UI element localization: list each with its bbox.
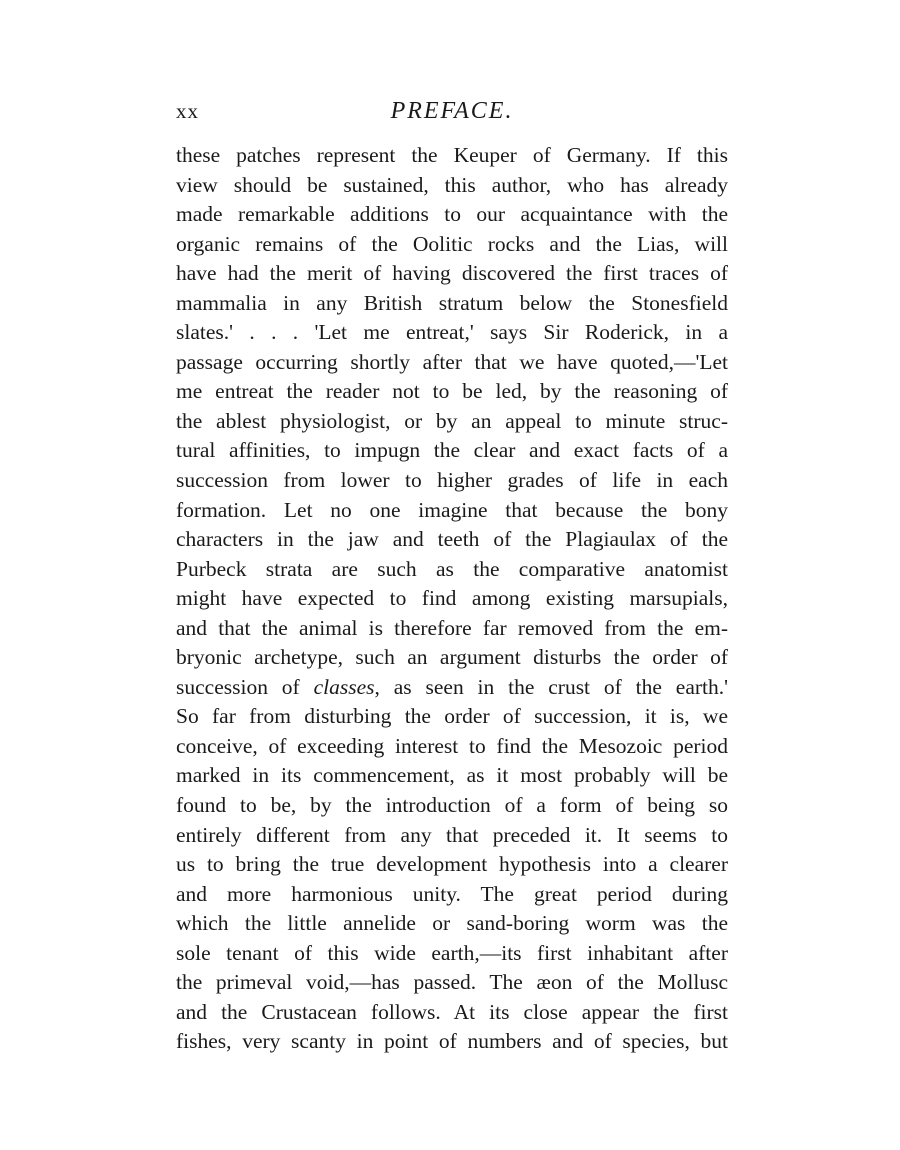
italic-word: classes bbox=[313, 674, 375, 699]
running-head bbox=[176, 96, 728, 126]
text-segment: , as seen in the crust of the earth.' bbox=[374, 674, 728, 699]
text-line: marked in its commencement, as it most probably will be bbox=[176, 763, 728, 788]
text-line: formation. Let no one imagine that because the bony bbox=[176, 497, 728, 522]
text-line: conceive, of exceeding interest to find the Mesozoic period bbox=[176, 733, 728, 758]
text-line: bryonic archetype, such an argument disturbs the order of bbox=[176, 645, 728, 670]
text-line: might have expected to find among existing marsupials, bbox=[176, 586, 728, 611]
text-line: tural affinities, to impugn the clear and exact facts of a bbox=[176, 438, 728, 463]
text-line: the primeval void,—has passed. The æon of the Mollusc bbox=[176, 970, 728, 995]
running-title: PREFACE. bbox=[390, 98, 514, 124]
text-line: us to bring the true development hypothesis into a clearer bbox=[176, 852, 728, 877]
text-line: So far from disturbing the order of succession, it is, we bbox=[176, 704, 728, 729]
text-line: made remarkable additions to our acquaintance with the bbox=[176, 202, 728, 227]
text-segment: succession of bbox=[176, 674, 314, 699]
text-line: me entreat the reader not to be led, by the reasoning of bbox=[176, 379, 728, 404]
text-line: found to be, by the introduction of a form of being so bbox=[176, 793, 728, 818]
text-line: which the little annelide or sand-boring worm was the bbox=[176, 911, 728, 936]
text-line: mammalia in any British stratum below the Stonesfield bbox=[176, 290, 728, 315]
text-line: have had the merit of having discovered the first traces of bbox=[176, 261, 728, 286]
text-line: the ablest physiologist, or by an appeal to minute struc- bbox=[176, 408, 728, 433]
text-line: and that the animal is therefore far removed from the em- bbox=[176, 615, 728, 640]
page-number: xx bbox=[176, 99, 199, 123]
text-line: view should be sustained, this author, who has already bbox=[176, 172, 728, 197]
text-line: slates.' . . . 'Let me entreat,' says Sir Roderick, in a bbox=[176, 320, 728, 345]
text-line: succession from lower to higher grades of life in each bbox=[176, 468, 728, 493]
text-line: organic remains of the Oolitic rocks and the Lias, will bbox=[176, 231, 728, 256]
text-line: passage occurring shortly after that we have quoted,—'Let bbox=[176, 349, 728, 374]
text-line: these patches represent the Keuper of Germany. If this bbox=[176, 143, 728, 167]
text-line-with-italic bbox=[176, 673, 728, 703]
text-line: entirely different from any that preceded it. It seems to bbox=[176, 822, 728, 847]
body-text bbox=[176, 141, 728, 1057]
text-line: fishes, very scanty in point of numbers and of species, but bbox=[176, 1029, 728, 1054]
text-line: Purbeck strata are such as the comparative anatomist bbox=[176, 556, 728, 581]
text-line: sole tenant of this wide earth,—its first inhabitant after bbox=[176, 940, 728, 965]
text-line: and the Crustacean follows. At its close appear the first bbox=[176, 999, 728, 1024]
text-line: and more harmonious unity. The great period during bbox=[176, 881, 728, 906]
text-line: characters in the jaw and teeth of the Plagiaulax of the bbox=[176, 527, 728, 552]
